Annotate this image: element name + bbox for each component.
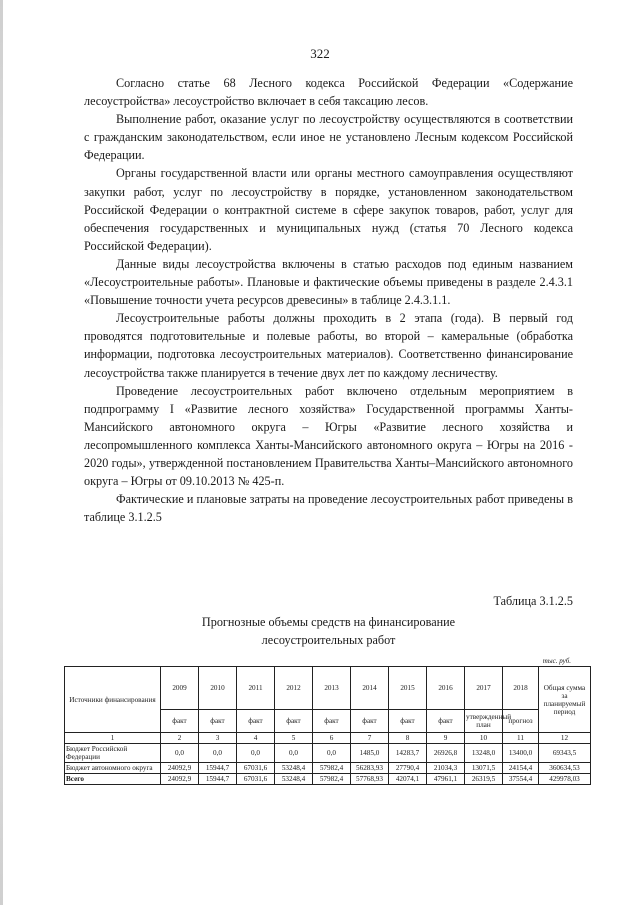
- table-caption: Таблица 3.1.2.5: [493, 594, 573, 608]
- column-number-row: [65, 733, 591, 744]
- column-number: 10: [465, 733, 503, 744]
- year-header: 2018: [503, 667, 539, 710]
- table-cell: 0,0: [313, 744, 351, 763]
- table-row-total: [65, 774, 591, 785]
- table-cell: 67031,6: [237, 774, 275, 785]
- row-source: Бюджет Российской Федерации: [65, 744, 161, 763]
- table-cell: 47961,1: [427, 774, 465, 785]
- table-row: [65, 763, 591, 774]
- table-cell: 15944,7: [199, 763, 237, 774]
- table-cell: 0,0: [275, 744, 313, 763]
- table-cell: 53248,4: [275, 774, 313, 785]
- type-header: факт: [427, 710, 465, 733]
- column-number: 2: [161, 733, 199, 744]
- financing-table: [64, 666, 591, 785]
- table-cell: 0,0: [199, 744, 237, 763]
- table-cell: 57768,93: [351, 774, 389, 785]
- page-number: 322: [310, 46, 330, 61]
- table-cell: 56283,93: [351, 763, 389, 774]
- table-cell: 21034,3: [427, 763, 465, 774]
- type-header: факт: [199, 710, 237, 733]
- table-title-line: Прогнозные объемы средств на финансирование: [201, 615, 456, 629]
- row-total: 429978,03: [539, 774, 591, 785]
- table-cell: 15944,7: [199, 774, 237, 785]
- column-number: 4: [237, 733, 275, 744]
- column-number: 12: [539, 733, 591, 744]
- column-number: 9: [427, 733, 465, 744]
- column-number: 11: [503, 733, 539, 744]
- table-title: [84, 613, 573, 649]
- table-cell: 57982,4: [313, 774, 351, 785]
- column-number: 7: [351, 733, 389, 744]
- table-cell: 57982,4: [313, 763, 351, 774]
- paragraph: Органы государственной власти или органы местного самоуправления осуществляют закупки работ, услуг по лесоустройству в порядке, установленном законодательством Российской Федерации о контрактной системе в сфере закупок товаров, работ, услуг для обеспечения государственных и муниципальных нужд (статья 70 Лесного кодекса Российской Федерации).: [84, 166, 573, 253]
- type-header: факт: [275, 710, 313, 733]
- year-header: 2016: [427, 667, 465, 710]
- year-header: 2015: [389, 667, 427, 710]
- paragraph: Лесоустроительные работы должны проходить в 2 этапа (года). В первый год проводятся подготовительные и полевые работы, во второй – камеральные (обработка информации, подготовка лесоустроительных материалов). Соответственно финансирование лесоустройства также планируется в течение двух лет по каждому лесничеству.: [84, 311, 573, 380]
- table-cell: 13248,0: [465, 744, 503, 763]
- row-total: 69343,5: [539, 744, 591, 763]
- source-header: Источники финансирования: [65, 667, 161, 733]
- year-header: 2012: [275, 667, 313, 710]
- type-header: прогноз: [503, 710, 539, 733]
- table-cell: 27790,4: [389, 763, 427, 774]
- type-header: факт: [313, 710, 351, 733]
- row-source: Всего: [65, 774, 161, 785]
- table-cell: 37554,4: [503, 774, 539, 785]
- paragraph: Фактические и плановые затраты на проведение лесоустроительных работ приведены в таблице 3.1.2.5: [84, 492, 573, 525]
- year-header: 2017: [465, 667, 503, 710]
- table-cell: 67031,6: [237, 763, 275, 774]
- table-header-row: [65, 667, 591, 710]
- scan-edge: [0, 0, 3, 905]
- year-header: 2010: [199, 667, 237, 710]
- type-header: факт: [351, 710, 389, 733]
- unit-note: тыс. руб.: [542, 657, 571, 665]
- paragraph: Проведение лесоустроительных работ включено отдельным мероприятием в подпрограмму I «Развитие лесного хозяйства» Государственной программы Ханты-Мансийского автономного округа – Югры «Развитие лесного хозяйства и лесопромышленного комплекса Ханты-Мансийского автономного округа – Югры на 2016 - 2020 годы», утвержденной постановлением Правительства Ханты–Мансийского автономного округа – Югры от 09.10.2013 № 425-п.: [84, 383, 573, 489]
- column-number: 3: [199, 733, 237, 744]
- table-cell: 42074,1: [389, 774, 427, 785]
- table-cell: 0,0: [161, 744, 199, 763]
- table-cell: 13071,5: [465, 763, 503, 774]
- table-cell: 24154,4: [503, 763, 539, 774]
- table-cell: 26319,5: [465, 774, 503, 785]
- table-cell: 24092,9: [161, 763, 199, 774]
- year-header: 2014: [351, 667, 389, 710]
- type-header: факт: [389, 710, 427, 733]
- table-cell: 1485,0: [351, 744, 389, 763]
- year-header: 2011: [237, 667, 275, 710]
- column-number: 1: [65, 733, 161, 744]
- table-cell: 0,0: [237, 744, 275, 763]
- table-cell: 24092,9: [161, 774, 199, 785]
- paragraph: Данные виды лесоустройства включены в статью расходов под единым названием «Лесоустроительные работы». Плановые и фактические объемы приведены в разделе 2.4.3.1 «Повышение точности учета ресурсов древесины» в таблице 2.4.3.1.1.: [84, 256, 573, 308]
- row-source: Бюджет автономного округа: [65, 763, 161, 774]
- type-header: факт: [237, 710, 275, 733]
- body-text: [84, 74, 573, 526]
- column-number: 5: [275, 733, 313, 744]
- table-row: [65, 744, 591, 763]
- type-header: факт: [161, 710, 199, 733]
- table-title-line: лесоустроительных работ: [261, 633, 396, 647]
- column-number: 8: [389, 733, 427, 744]
- total-header: Общая сумма за планируемый период: [539, 667, 591, 733]
- table-cell: 14283,7: [389, 744, 427, 763]
- table-cell: 26926,8: [427, 744, 465, 763]
- column-number: 6: [313, 733, 351, 744]
- paragraph: Согласно статье 68 Лесного кодекса Российской Федерации «Содержание лесоустройства» лесоустройство включает в себя таксацию лесов.: [84, 76, 573, 109]
- table-cell: 53248,4: [275, 763, 313, 774]
- type-header: утвержденный план: [465, 710, 503, 733]
- year-header: 2009: [161, 667, 199, 710]
- table-cell: 13400,0: [503, 744, 539, 763]
- year-header: 2013: [313, 667, 351, 710]
- paragraph: Выполнение работ, оказание услуг по лесоустройству осуществляются в соответствии с гражданским законодательством, если иное не установлено Лесным кодексом Российской Федерации.: [84, 112, 573, 163]
- row-total: 360634,53: [539, 763, 591, 774]
